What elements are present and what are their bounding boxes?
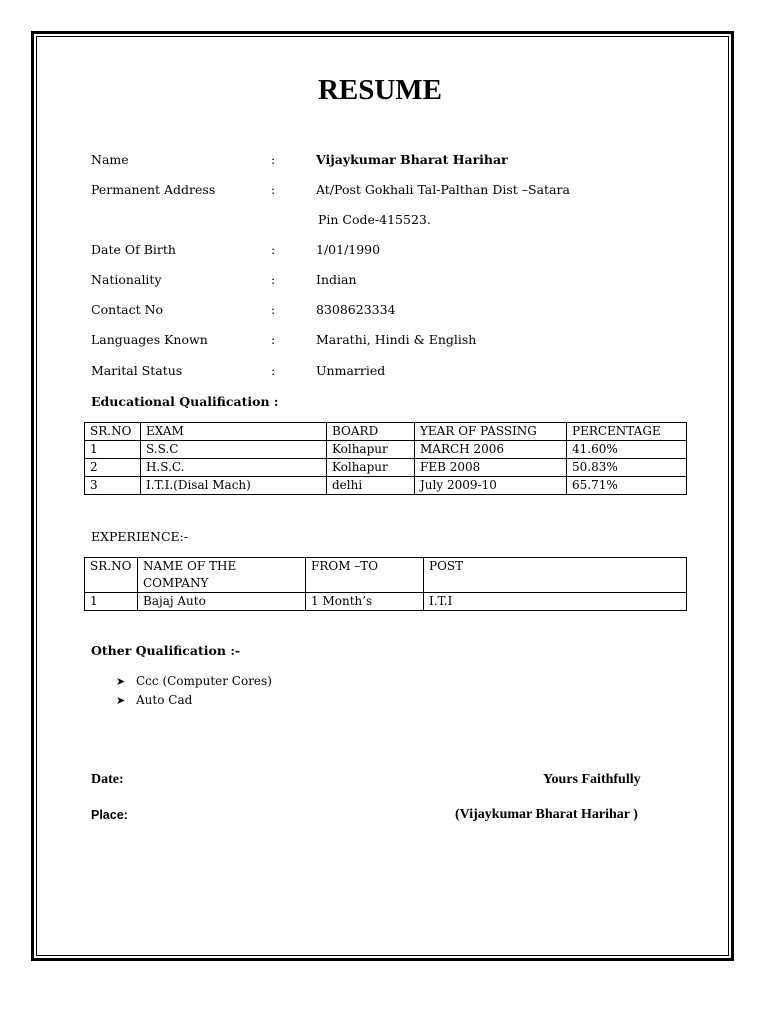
address-label: Permanent Address: [91, 182, 216, 197]
other-qualification-list: [116, 672, 272, 710]
dob-label: Date Of Birth: [91, 242, 176, 257]
table-cell: 65.71%: [567, 477, 687, 495]
table-cell: Kolhapur: [327, 459, 415, 477]
address-line-1: At/Post Gokhali Tal-Palthan Dist –Satara: [316, 182, 570, 197]
table-row: [85, 441, 687, 459]
table-cell: delhi: [327, 477, 415, 495]
address-line-2: Pin Code-415523.: [318, 212, 431, 227]
table-cell: I.T.I.(Disal Mach): [141, 477, 327, 495]
place-label: Place:: [91, 808, 128, 822]
table-row: [85, 459, 687, 477]
table-cell: 1: [85, 593, 138, 611]
dob-separator: :: [271, 242, 276, 257]
experience-header-cell: NAME OF THE COMPANY: [138, 558, 306, 593]
closing-text: Yours Faithfully: [543, 772, 641, 787]
name-value: Vijaykumar Bharat Harihar: [316, 152, 508, 167]
experience-header-cell: FROM –TO: [306, 558, 424, 593]
education-header-cell: SR.NO: [85, 423, 141, 441]
education-header-row: [85, 423, 687, 441]
name-separator: :: [271, 152, 276, 167]
languages-label: Languages Known: [91, 332, 208, 347]
marital-label: Marital Status: [91, 363, 183, 378]
table-cell: FEB 2008: [415, 459, 567, 477]
languages-value: Marathi, Hindi & English: [316, 332, 477, 347]
signature-name: (Vijaykumar Bharat Harihar ): [455, 807, 638, 822]
table-cell: 41.60%: [567, 441, 687, 459]
table-cell: 2: [85, 459, 141, 477]
table-cell: July 2009-10: [415, 477, 567, 495]
education-header-cell: EXAM: [141, 423, 327, 441]
table-cell: Kolhapur: [327, 441, 415, 459]
marital-value: Unmarried: [316, 363, 386, 378]
table-cell: H.S.C.: [141, 459, 327, 477]
contact-value: 8308623334: [316, 302, 396, 317]
education-header-cell: YEAR OF PASSING: [415, 423, 567, 441]
education-heading: Educational Qualification :: [91, 394, 279, 409]
table-cell: MARCH 2006: [415, 441, 567, 459]
nationality-separator: :: [271, 272, 276, 287]
list-item: ➤ Auto Cad: [116, 691, 272, 710]
address-separator: :: [271, 182, 276, 197]
experience-header-row: [85, 558, 687, 593]
table-cell: S.S.C: [141, 441, 327, 459]
table-cell: I.T.I: [424, 593, 687, 611]
other-qualification-heading: Other Qualification :-: [91, 643, 241, 658]
dob-value: 1/01/1990: [316, 242, 381, 257]
list-item: ➤ Ccc (Computer Cores): [116, 672, 272, 691]
table-cell: 3: [85, 477, 141, 495]
nationality-value: Indian: [316, 272, 357, 287]
education-header-cell: PERCENTAGE: [567, 423, 687, 441]
arrow-bullet-icon: ➤: [116, 694, 126, 707]
experience-header-cell: SR.NO: [85, 558, 138, 593]
arrow-bullet-icon: ➤: [116, 675, 126, 688]
table-row: [85, 593, 687, 611]
table-cell: Bajaj Auto: [138, 593, 306, 611]
experience-heading: EXPERIENCE:-: [91, 529, 189, 544]
table-cell: 50.83%: [567, 459, 687, 477]
table-cell: 1 Month’s: [306, 593, 424, 611]
table-cell: 1: [85, 441, 141, 459]
nationality-label: Nationality: [91, 272, 162, 287]
education-header-cell: BOARD: [327, 423, 415, 441]
table-row: [85, 477, 687, 495]
education-table: [84, 422, 687, 495]
experience-table: [84, 557, 687, 611]
contact-label: Contact No: [91, 302, 164, 317]
resume-title: RESUME: [317, 74, 443, 106]
date-label: Date:: [91, 772, 124, 787]
contact-separator: :: [271, 302, 276, 317]
name-label: Name: [91, 152, 129, 167]
marital-separator: :: [271, 363, 276, 378]
languages-separator: :: [271, 332, 276, 347]
experience-header-cell: POST: [424, 558, 687, 593]
